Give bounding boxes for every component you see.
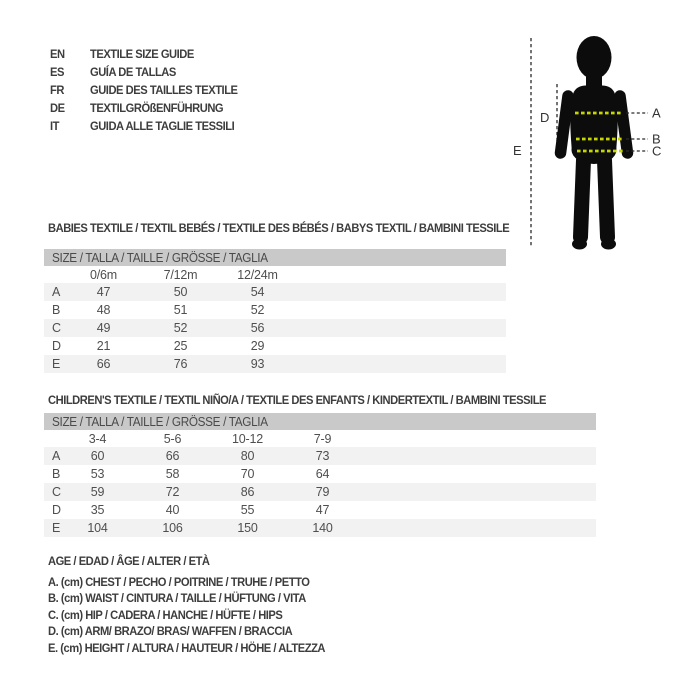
babies-table-title: BABIES TEXTILE / TEXTIL BEBÉS / TEXTILE DES BÉBÉS / BABYS TEXTIL / BAMBINI TESSILE [48, 221, 510, 235]
cell: 150 [237, 521, 258, 535]
cell: 66 [96, 357, 111, 371]
silhouette-left-foot [572, 239, 587, 250]
cell: 66 [165, 449, 180, 463]
size-header-text: SIZE / TALLA / TAILLE / GRÖSSE / TAGLIA [52, 250, 268, 265]
table-row-a [44, 283, 506, 301]
height-legend-line: E. (cm) HEIGHT / ALTURA / HAUTEUR / HÖHE / ALTEZZA [48, 640, 326, 655]
cell: 70 [240, 467, 255, 481]
cell: 64 [315, 467, 330, 481]
column-header: 5-6 [163, 431, 182, 446]
silhouette-left-leg [581, 160, 584, 237]
arm-legend-line: D. (cm) ARM/ BRAZO/ BRAS/ WAFFEN / BRACCIA [48, 624, 293, 639]
cell: 86 [240, 485, 255, 499]
cell: 73 [315, 449, 330, 463]
language-row-it [50, 117, 249, 135]
cell: 58 [165, 467, 180, 481]
silhouette-right-arm [620, 96, 628, 153]
babies-column-header-row [44, 266, 506, 283]
child-silhouette [561, 36, 628, 250]
child-silhouette-figure [505, 30, 675, 255]
cell: 53 [90, 467, 105, 481]
cell: 56 [250, 321, 265, 335]
language-label: TEXTILGRÖßENFÜHRUNG [90, 101, 224, 115]
language-row-es [50, 63, 249, 81]
cell: 60 [90, 449, 105, 463]
cell: 25 [173, 339, 188, 353]
height-measure-label: E [513, 143, 522, 158]
language-label: GUIDE DES TAILLES TEXTILE [90, 83, 238, 97]
cell: 93 [250, 357, 265, 371]
chest-measure-label: A [652, 105, 661, 121]
age-legend-line: AGE / EDAD / ÂGE / ALTER / ETÀ [48, 554, 210, 568]
cell: 50 [173, 285, 188, 299]
table-row-b [44, 301, 506, 319]
arm-measure-label: D [540, 110, 550, 125]
table-row-b [44, 465, 596, 483]
table-row-e [44, 355, 506, 373]
column-header: 12/24m [237, 267, 278, 282]
language-label: TEXTILE SIZE GUIDE [90, 47, 194, 61]
cell: 48 [96, 303, 111, 317]
row-label: E [52, 521, 61, 535]
language-code: IT [50, 119, 59, 133]
babies-size-header-bar [44, 249, 506, 266]
children-size-table [44, 413, 596, 537]
silhouette-left-arm [561, 96, 569, 153]
row-label: B [52, 303, 61, 317]
column-header: 10-12 [232, 431, 263, 446]
cell: 51 [173, 303, 188, 317]
cell: 59 [90, 485, 105, 499]
table-row-d [44, 501, 596, 519]
cell: 106 [162, 521, 183, 535]
cell: 76 [173, 357, 188, 371]
hip-legend-line: C. (cm) HIP / CADERA / HANCHE / HÜFTE / HIPS [48, 607, 283, 622]
cell: 55 [240, 503, 255, 517]
children-column-header-row [44, 430, 596, 447]
cell: 72 [165, 485, 180, 499]
column-header: 0/6m [90, 267, 117, 282]
babies-size-table [44, 249, 506, 373]
row-label: B [52, 467, 61, 481]
cell: 21 [96, 339, 111, 353]
children-size-header-bar [44, 413, 596, 430]
row-label: E [52, 357, 61, 371]
cell: 140 [312, 521, 333, 535]
column-header: 3-4 [88, 431, 107, 446]
cell: 79 [315, 485, 330, 499]
cell: 104 [87, 521, 108, 535]
row-label: C [52, 321, 61, 335]
cell: 47 [96, 285, 111, 299]
row-label: A [52, 285, 61, 299]
language-code: ES [50, 65, 64, 79]
table-row-e [44, 519, 596, 537]
language-code: DE [50, 101, 65, 115]
cell: 35 [90, 503, 105, 517]
language-label: GUIDA ALLE TAGLIE TESSILI [90, 119, 235, 133]
table-row-c [44, 319, 506, 337]
hip-measure-label: C [652, 143, 662, 159]
waist-measure-label: B [652, 131, 661, 147]
cell: 49 [96, 321, 111, 335]
column-header: 7/12m [163, 267, 198, 282]
silhouette-right-foot [601, 239, 616, 250]
row-label: D [52, 503, 61, 517]
table-row-d [44, 337, 506, 355]
children-table-title: CHILDREN'S TEXTILE / TEXTIL NIÑO/A / TEXTILE DES ENFANTS / KINDERTEXTIL / BAMBINI TESSILE [48, 393, 547, 407]
language-code: FR [50, 83, 64, 97]
cell: 29 [250, 339, 265, 353]
language-row-en [50, 45, 249, 63]
measurement-legend [48, 554, 346, 658]
cell: 40 [165, 503, 180, 517]
row-label: C [52, 485, 61, 499]
language-list [50, 45, 249, 135]
chest-legend-line: A. (cm) CHEST / PECHO / POITRINE / TRUHE / PETTO [48, 574, 310, 589]
cell: 80 [240, 449, 255, 463]
silhouette-right-leg [605, 160, 608, 237]
waist-legend-line: B. (cm) WAIST / CINTURA / TAILLE / HÜFTUNG / VITA [48, 591, 306, 606]
cell: 54 [250, 285, 265, 299]
cell: 52 [250, 303, 265, 317]
size-header-text: SIZE / TALLA / TAILLE / GRÖSSE / TAGLIA [52, 414, 268, 429]
language-code: EN [50, 47, 65, 61]
cell: 52 [173, 321, 188, 335]
row-label: A [52, 449, 61, 463]
language-row-de [50, 99, 249, 117]
row-label: D [52, 339, 61, 353]
cell: 47 [315, 503, 330, 517]
language-label: GUÍA DE TALLAS [90, 65, 176, 79]
column-header: 7-9 [313, 431, 332, 446]
table-row-c [44, 483, 596, 501]
table-row-a [44, 447, 596, 465]
language-row-fr [50, 81, 249, 99]
